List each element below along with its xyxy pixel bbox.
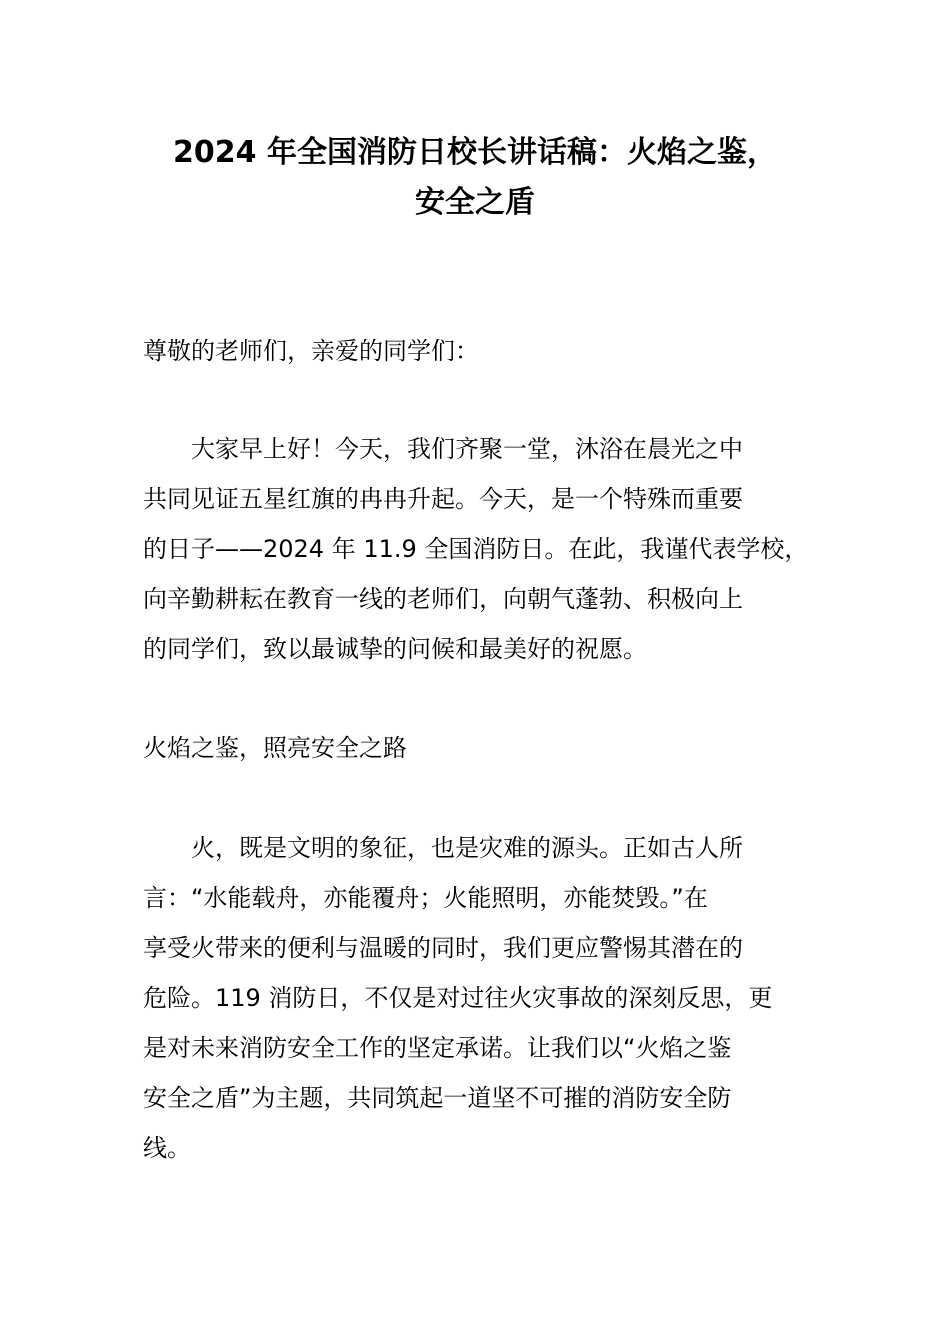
paragraph-2-line-3: 享受火带来的便利与温暖的同时，我们更应警惕其潜在的	[143, 934, 743, 962]
paragraph-2-line-5: 是对未来消防安全工作的坚定承诺。让我们以“火焰之鉴	[143, 1034, 732, 1062]
paragraph-2-line-4: 危险。119 消防日，不仅是对过往火灾事故的深刻反思，更	[143, 984, 773, 1012]
paragraph-2-line-2: 言：“水能载舟，亦能覆舟；火能照明，亦能焚毁。”在	[143, 884, 708, 912]
title-line-1: 2024 年全国消防日校长讲话稿：火焰之鉴，	[173, 135, 777, 170]
paragraph-1-line-1: 大家早上好！今天，我们齐聚一堂，沐浴在晨光之中	[143, 435, 743, 463]
paragraph-1-line-5: 的同学们，致以最诚挚的问候和最美好的祝愿。	[143, 635, 647, 663]
salutation: 尊敬的老师们，亲爱的同学们：	[143, 337, 479, 365]
paragraph-1-line-4: 向辛勤耕耘在教育一线的老师们，向朝气蓬勃、积极向上	[143, 585, 743, 613]
document-title	[120, 128, 830, 228]
paragraph-2-line-1: 火，既是文明的象征，也是灾难的源头。正如古人所	[143, 834, 743, 862]
paragraph-2-line-7: 线。	[143, 1134, 191, 1162]
paragraph-2-line-6: 安全之盾”为主题，共同筑起一道坚不可摧的消防安全防	[143, 1084, 732, 1112]
section-heading: 火焰之鉴，照亮安全之路	[143, 734, 407, 762]
paragraph-1-line-3: 的日子——2024 年 11.9 全国消防日。在此，我谨代表学校，	[143, 535, 809, 563]
title-line-2: 安全之盾	[415, 185, 535, 220]
paragraph-1-line-2: 共同见证五星红旗的冉冉升起。今天，是一个特殊而重要	[143, 485, 743, 513]
